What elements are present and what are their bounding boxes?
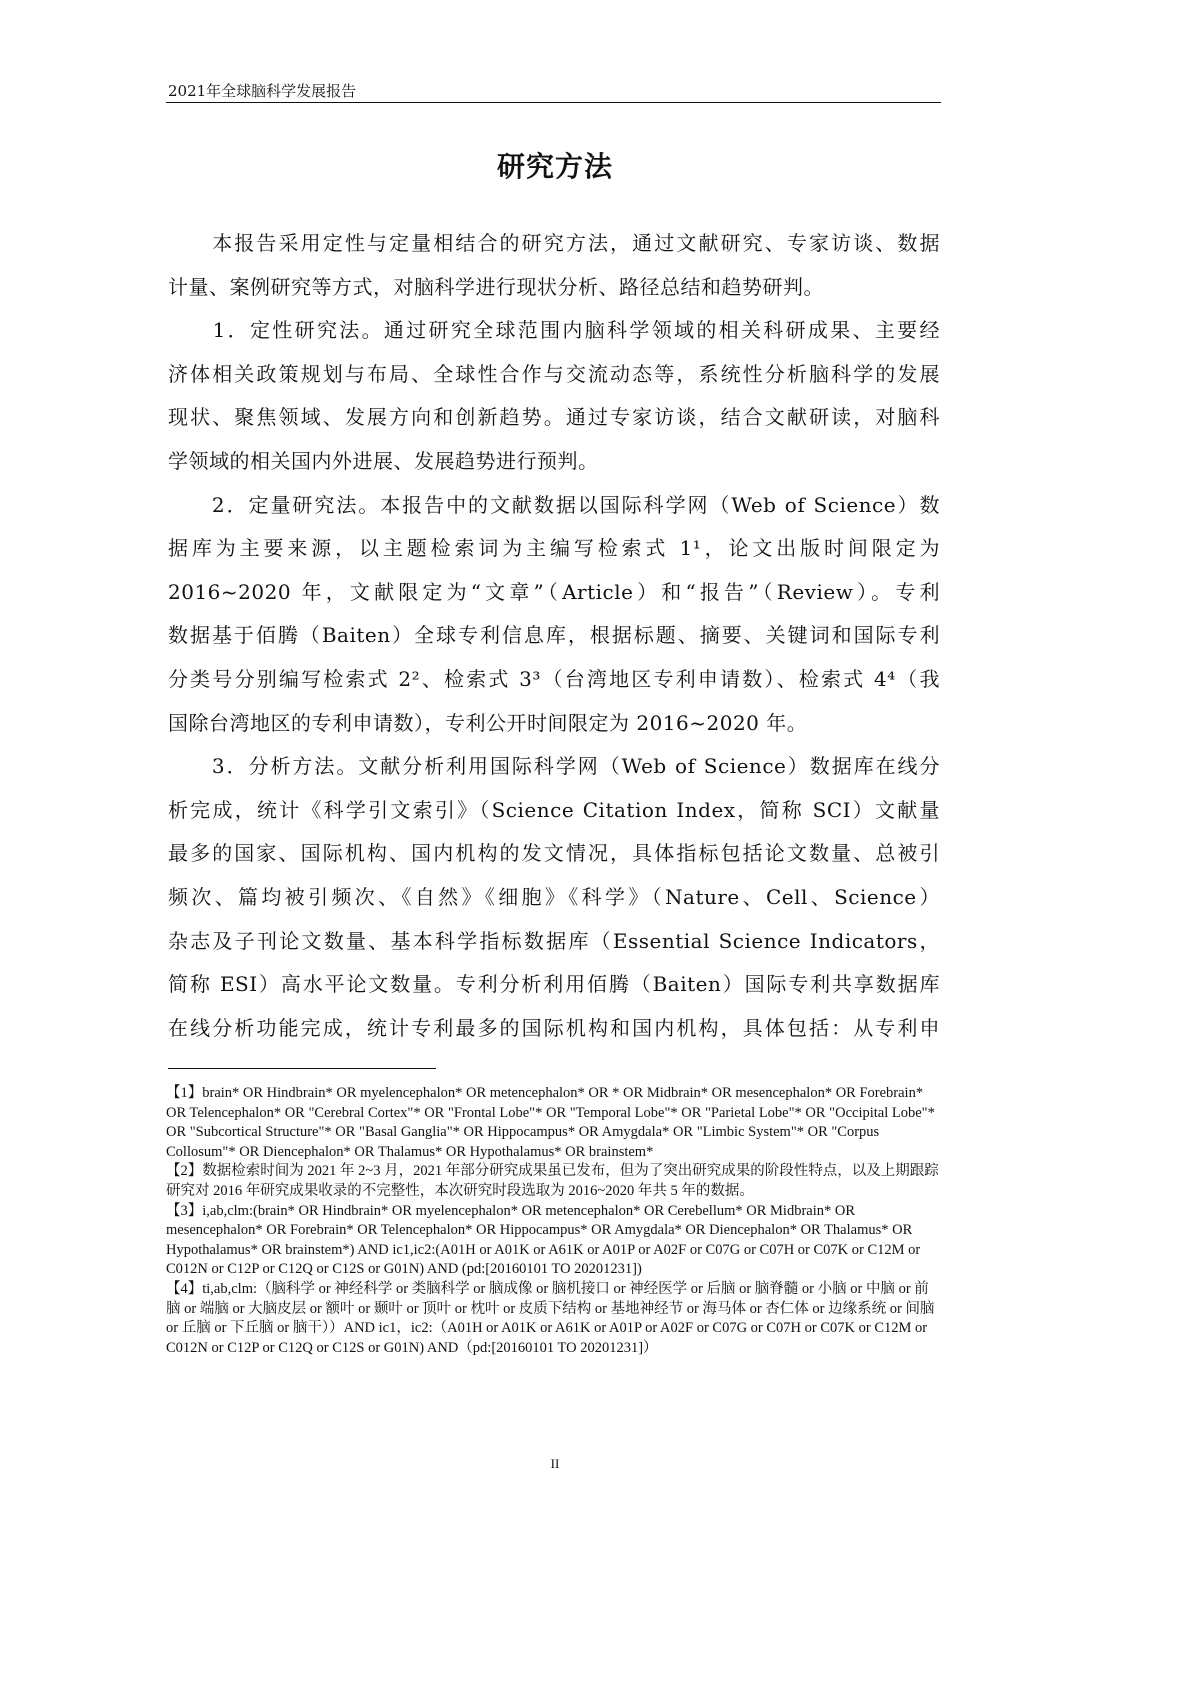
text-line: 在线分析功能完成，统计专利最多的国际机构和国内机构，具体包括：从专利申 — [168, 1015, 940, 1040]
text-line: 简称 ESI）高水平论文数量。专利分析利用佰腾（Baiten）国际专利共享数据库 — [168, 972, 940, 997]
paragraph — [168, 745, 940, 1050]
footnote-4: 【4】ti,ab,clm:（脑科学 or 神经科学 or 类脑科学 or 脑成像 or 脑机接口 or 神经医学 or 后脑 or 脑脊髓 or 小脑 or 中脑 or 前脑 or 端脑 or 大脑皮层 or 额叶 or 颞叶 or 顶叶 or 枕叶 or 皮质下结构 or 基地神经节 or 海马体 or 杏仁体 or 边缘系统 or 间脑 or 丘脑 or 下丘脑 or 脑干））AND ic1，ic2:（A01H or A01K or A61K or A01P or A02F or C07G or C07H or C07K or C12M or C012N or C12P or C12Q or C12S or G01N) AND（pd:[20160101 TO 20201231]） — [166, 1280, 935, 1356]
footnotes — [166, 1084, 941, 1358]
text-line: 2016~2020 年，文献限定为“文章”（Article）和“报告”（Review）。专利 — [168, 579, 940, 604]
page-number: II — [550, 1456, 560, 1471]
text-line: 分类号分别编写检索式 2²、检索式 3³（台湾地区专利申请数）、检索式 4⁴（我 — [168, 666, 940, 691]
footnote-rule — [168, 1068, 436, 1069]
text-line: 2．定量研究法。本报告中的文献数据以国际科学网（Web of Science）数 — [168, 492, 940, 517]
footnote-3: 【3】i,ab,clm:(brain* OR Hindbrain* OR myelencephalon* OR metencephalon* OR Cerebellum* OR Midbrain* OR mesencephalon* OR Forebrain* OR Telencephalon* OR Hippocampus* OR Amygdala* OR Diencephalon* OR Thalamus* OR Hypothalamus* OR brainstem*) AND ic1,ic2:(A01H or A01K or A61K or A01P or A02F or C07G or C07H or C07K or C12M or C012N or C12P or C12Q or C12S or G01N) AND (pd:[20160101 TO 20201231]) — [166, 1202, 921, 1278]
body-text — [168, 222, 940, 1050]
text-line: 据库为主要来源，以主题检索词为主编写检索式 1¹，论文出版时间限定为 — [168, 536, 940, 561]
text-line: 国除台湾地区的专利申请数），专利公开时间限定为 2016~2020 年。 — [168, 710, 808, 735]
text-line: 本报告采用定性与定量相结合的研究方法，通过文献研究、专家访谈、数据 — [168, 231, 940, 255]
text-line: 学领域的相关国内外进展、发展趋势进行预判。 — [168, 448, 599, 473]
page-title: 研究方法 — [496, 150, 613, 183]
text-line: 济体相关政策规划与布局、全球性合作与交流动态等，系统性分析脑科学的发展 — [168, 361, 940, 386]
paragraph — [168, 484, 940, 746]
footnote-1: 【1】brain* OR Hindbrain* OR myelencephalon* OR metencephalon* OR * OR Midbrain* OR mesencephalon* OR Forebrain* OR Telencephalon* OR "Cerebral Cortex"* OR "Frontal Lobe"* OR "Temporal Lobe"* OR "Parietal Lobe"* OR "Occipital Lobe"* OR "Subcortical Structure"* OR "Basal Ganglia"* OR Hippocampus* OR Amygdala* OR "Limbic System"* OR "Corpus Collosum"* OR Diencephalon* OR Thalamus* OR Hypothalamus* OR brainstem* — [166, 1085, 935, 1160]
footnote-2: 【2】数据检索时间为 2021 年 2~3 月，2021 年部分研究成果虽已发布，但为了突出研究成果的阶段性特点，以及上期跟踪研究对 2016 年研究成果收录的不完整性，本次研究时段选取为 2016~2020 年共 5 年的数据。 — [166, 1163, 939, 1199]
paragraph — [168, 222, 940, 309]
text-line: 数据基于佰腾（Baiten）全球专利信息库，根据标题、摘要、关键词和国际专利 — [168, 623, 940, 648]
text-line: 析完成，统计《科学引文索引》（Science Citation Index，简称 SCI）文献量 — [168, 797, 940, 822]
text-line: 1．定性研究法。通过研究全球范围内脑科学领域的相关科研成果、主要经 — [168, 318, 940, 343]
text-line: 现状、聚焦领域、发展方向和创新趋势。通过专家访谈，结合文献研读，对脑科 — [168, 405, 940, 430]
header-rule — [166, 102, 941, 103]
text-line: 3．分析方法。文献分析利用国际科学网（Web of Science）数据库在线分 — [168, 754, 940, 779]
text-line: 最多的国家、国际机构、国内机构的发文情况，具体指标包括论文数量、总被引 — [168, 841, 940, 866]
text-line: 频次、篇均被引频次、《自然》《细胞》《科学》（Nature、Cell、Science） — [168, 884, 940, 909]
running-header: 2021年全球脑科学发展报告 — [168, 82, 357, 100]
paragraph — [168, 309, 940, 483]
text-line: 杂志及子刊论文数量、基本科学指标数据库（Essential Science Indicators， — [168, 928, 940, 953]
text-line: 计量、案例研究等方式，对脑科学进行现状分析、路径总结和趋势研判。 — [168, 274, 824, 299]
